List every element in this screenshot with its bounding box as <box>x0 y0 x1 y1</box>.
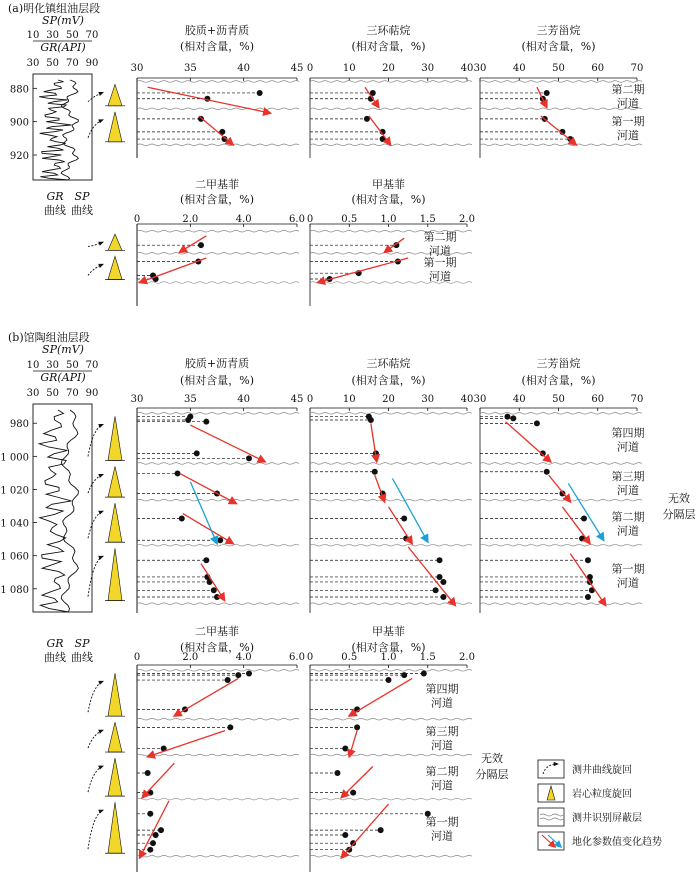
gr-curve-label: GR <box>46 190 64 203</box>
x-tick-label: 0 <box>306 394 314 405</box>
core-grain-cycle-icon <box>547 786 555 800</box>
trend-arrow-red <box>349 731 357 757</box>
depth-tick-label: 920 <box>9 151 29 162</box>
series-title: 二甲基菲 <box>195 178 239 191</box>
x-tick-label: 0 <box>306 214 314 225</box>
x-tick-label: 20 <box>382 63 395 74</box>
core-grain-cycle-icon <box>108 722 122 752</box>
data-point <box>257 90 263 96</box>
well-curve-cycle-icon <box>88 120 103 138</box>
series-subtitle: (相对含量，%) <box>521 40 596 53</box>
data-point <box>214 594 220 600</box>
data-point <box>246 671 252 677</box>
trend-arrow-red <box>341 767 372 798</box>
series-title: 三环萜烷 <box>366 24 411 37</box>
data-point <box>175 470 181 476</box>
data-point <box>153 832 159 838</box>
x-tick-label: 1.0 <box>380 214 397 225</box>
barrier-line <box>480 413 642 415</box>
barrier-line <box>310 144 472 146</box>
series-subtitle: (相对含量，%) <box>521 374 596 387</box>
series-subtitle: (相对含量，%) <box>179 641 255 654</box>
channel-label: 第三期 <box>425 725 459 739</box>
data-point <box>211 587 217 593</box>
x-tick-label: 6.0 <box>289 652 305 663</box>
gr-curve <box>39 410 71 612</box>
panel-title: (a)明化镇组油层段 <box>8 2 101 15</box>
trend-arrow-red <box>408 547 455 605</box>
barrier-label-2: 分隔层 <box>662 508 696 521</box>
trend-arrow-red <box>549 475 571 502</box>
series-subtitle: (相对含量，%) <box>351 641 426 654</box>
channel-label-2: 河道 <box>617 576 639 590</box>
x-tick-label: 35 <box>183 63 197 74</box>
channel-label-2: 河道 <box>617 524 639 538</box>
trend-arrow-red <box>506 422 551 462</box>
depth-tick-label: 1 020 <box>0 485 29 497</box>
well-curve-cycle-icon <box>88 556 103 596</box>
x-tick-label: 0 <box>306 63 314 74</box>
x-tick-label: 45 <box>290 63 304 74</box>
trend-arrow-red <box>375 475 385 502</box>
trend-arrow-red <box>183 514 233 544</box>
gr-tick-label: 90 <box>85 58 99 69</box>
depth-tick-label: 1 040 <box>0 518 29 530</box>
data-point <box>198 242 204 248</box>
trend-arrow-red <box>349 678 412 716</box>
trend-arrow-blue <box>392 478 427 541</box>
well-curve-cycle-icon <box>88 681 103 712</box>
barrier-line <box>137 463 299 465</box>
gr-tick-label: 70 <box>65 58 79 69</box>
channel-label: 第一期 <box>611 562 645 576</box>
well-curve-cycle-icon <box>88 766 103 792</box>
gr-curve <box>39 80 71 180</box>
barrier-label-lower: 无效 <box>481 752 503 765</box>
barrier-line <box>480 499 642 501</box>
x-tick-label: 1.5 <box>419 214 436 225</box>
x-tick-label: 2.0 <box>182 214 199 225</box>
x-tick-label: 10 <box>342 394 356 405</box>
barrier-line <box>137 603 299 605</box>
data-point <box>158 827 164 833</box>
x-tick-label: 2.0 <box>459 214 475 225</box>
sp-tick-label: 70 <box>85 360 99 371</box>
x-tick-label: 50 <box>552 394 565 405</box>
data-point <box>334 770 340 776</box>
series-subtitle: (相对含量，%) <box>351 374 426 387</box>
x-tick-label: 40 <box>460 394 474 405</box>
series-title: 胶质+沥青质 <box>184 357 250 370</box>
barrier-line <box>310 463 472 465</box>
trend-arrows-icon <box>542 835 561 847</box>
gr-tick-label: 30 <box>26 388 40 399</box>
channel-label-2: 河道 <box>431 829 453 843</box>
data-point <box>368 417 374 423</box>
series-title: 二甲基菲 <box>195 625 239 638</box>
depth-tick-label: 880 <box>9 84 29 96</box>
gr-curve-label: GR <box>46 637 64 650</box>
barrier-line <box>480 144 642 146</box>
data-point <box>437 557 443 563</box>
depth-tick-label: 1 000 <box>0 452 29 464</box>
data-point <box>544 90 550 96</box>
barrier-line <box>137 81 299 83</box>
barrier-line <box>310 108 472 110</box>
barrier-line <box>310 718 472 720</box>
series-title: 三环萜烷 <box>366 357 411 370</box>
data-point <box>342 746 348 752</box>
trend-arrow-red <box>180 473 237 503</box>
core-grain-cycle-icon <box>108 548 122 600</box>
barrier-line <box>137 754 299 756</box>
channel-label: 第二期 <box>425 765 459 779</box>
well-curve-cycle-icon <box>88 474 103 493</box>
barrier-line <box>480 603 642 605</box>
sp-tick-label: 30 <box>46 30 60 41</box>
data-point <box>354 724 360 730</box>
data-point <box>401 672 407 678</box>
x-tick-label: 2.0 <box>459 652 475 663</box>
data-point <box>378 827 384 833</box>
data-point <box>350 790 356 796</box>
data-point <box>372 469 378 475</box>
gr-tick-label: 50 <box>46 58 60 69</box>
data-point <box>194 450 200 456</box>
x-tick-label: 70 <box>630 394 644 405</box>
barrier-line <box>310 544 472 546</box>
legend-label-3: 测井识别屏蔽层 <box>572 813 642 824</box>
sp-curve-label: SP <box>74 637 90 650</box>
trend-arrow-red <box>199 116 233 145</box>
data-point <box>203 557 209 563</box>
core-grain-cycle-icon <box>108 673 122 716</box>
barrier-line <box>137 253 299 255</box>
legend-label-1: 测井曲线旋回 <box>572 765 632 776</box>
depth-tick-label: 1 080 <box>0 584 29 596</box>
barrier-line <box>310 855 472 857</box>
barrier-label-lower-2: 分隔层 <box>475 768 509 781</box>
data-point <box>203 419 209 425</box>
gr-tick-label: 70 <box>65 388 79 399</box>
legend-label-2: 岩心粒度旋回 <box>572 789 632 800</box>
legend-box-1 <box>538 760 564 778</box>
barrier-line <box>310 603 472 605</box>
trend-arrow-blue <box>568 483 603 540</box>
barrier-line <box>480 544 642 546</box>
data-point <box>179 516 185 522</box>
sp-tick-label: 10 <box>26 30 40 41</box>
gr-curve-label-2: 曲线 <box>44 204 66 217</box>
barrier-line <box>137 718 299 720</box>
data-point <box>534 420 540 426</box>
trend-arrow-red <box>369 116 391 145</box>
barrier-line <box>137 144 299 146</box>
series-subtitle: (相对含量，%) <box>351 40 426 53</box>
sp-tick-label: 10 <box>26 360 40 371</box>
data-point <box>510 415 516 421</box>
gr-axis-label: GR(API) <box>40 371 86 384</box>
barrier-line <box>137 855 299 857</box>
x-tick-label: 70 <box>630 63 644 74</box>
data-point <box>246 455 252 461</box>
depth-tick-label: 980 <box>9 419 29 431</box>
x-tick-label: 40 <box>460 63 474 74</box>
x-tick-label: 50 <box>552 63 565 74</box>
log-track-frame <box>33 74 92 180</box>
legend <box>538 760 662 850</box>
x-tick-label: 20 <box>382 394 395 405</box>
legend-box-3 <box>538 808 564 826</box>
x-tick-label: 30 <box>130 394 144 405</box>
channel-label-2: 河道 <box>617 440 639 454</box>
channel-label-2: 河道 <box>429 269 451 283</box>
gr-tick-label: 90 <box>85 388 99 399</box>
trend-arrow-red <box>190 425 265 462</box>
sp-curve <box>61 80 78 180</box>
data-point <box>185 417 191 423</box>
legend-box-4 <box>538 832 564 850</box>
x-tick-label: 60 <box>591 394 605 405</box>
sp-tick-label: 30 <box>46 360 60 371</box>
well-curve-cycle-icon <box>88 730 103 748</box>
sp-curve-label-2: 曲线 <box>71 204 93 217</box>
barrier-line <box>137 108 299 110</box>
barrier-line <box>480 81 642 83</box>
barrier-line <box>310 798 472 800</box>
barrier-line <box>137 669 299 671</box>
gr-tick-label: 30 <box>26 58 40 69</box>
data-point <box>421 671 427 677</box>
x-tick-label: 30 <box>130 63 144 74</box>
channel-label: 第三期 <box>611 469 645 483</box>
well-curve-cycle-icon <box>88 511 103 538</box>
data-point <box>342 832 348 838</box>
core-grain-cycle-icon <box>108 416 122 460</box>
barrier-line <box>137 230 299 232</box>
barrier-line <box>137 798 299 800</box>
core-grain-cycle-icon <box>108 84 122 105</box>
sp-tick-label: 50 <box>65 360 79 371</box>
x-tick-label: 35 <box>183 394 197 405</box>
log-barrier-icon <box>540 814 563 820</box>
well-curve-cycle-icon <box>88 264 103 275</box>
series-subtitle: (相对含量，%) <box>351 193 426 206</box>
x-tick-label: 4.0 <box>235 214 252 225</box>
gr-axis-label: GR(API) <box>40 41 86 54</box>
core-grain-cycle-icon <box>108 234 122 250</box>
x-tick-label: 30 <box>473 63 487 74</box>
channel-label-2: 河道 <box>617 483 639 497</box>
depth-tick-label: 1 060 <box>0 551 29 563</box>
series-subtitle: (相对含量，%) <box>179 374 255 387</box>
trend-arrow-red <box>371 423 377 461</box>
core-grain-cycle-icon <box>108 802 122 853</box>
barrier-line <box>310 754 472 756</box>
series-title: 胶质+沥青质 <box>184 24 250 37</box>
x-tick-label: 30 <box>421 394 435 405</box>
trend-arrow-red <box>142 763 174 797</box>
gr-curve-label-2: 曲线 <box>44 651 66 664</box>
data-point <box>147 811 153 817</box>
data-point <box>386 677 392 683</box>
sp-tick-label: 50 <box>65 30 79 41</box>
barrier-line <box>310 499 472 501</box>
data-point <box>235 672 241 678</box>
channel-label-2: 河道 <box>617 97 639 111</box>
barrier-line <box>137 282 299 284</box>
sp-axis-label: SP(mV) <box>42 343 84 356</box>
data-point <box>440 594 446 600</box>
legend-label-4: 地化参数值变化趋势 <box>572 837 662 848</box>
data-point <box>433 587 439 593</box>
barrier-line <box>137 499 299 501</box>
x-tick-label: 40 <box>512 394 526 405</box>
core-grain-cycle-icon <box>108 758 122 796</box>
barrier-line <box>310 413 472 415</box>
well-curve-cycle-icon <box>88 242 103 246</box>
barrier-line <box>310 669 472 671</box>
data-point <box>440 579 446 585</box>
x-tick-label: 1.5 <box>419 652 436 663</box>
channel-label-2: 河道 <box>431 739 453 753</box>
trend-arrow-red <box>389 507 413 544</box>
data-point <box>225 677 231 683</box>
data-point <box>150 840 156 846</box>
well-curve-cycle-icon <box>88 92 103 101</box>
x-tick-label: 30 <box>421 63 435 74</box>
sp-curve-label: SP <box>74 190 90 203</box>
data-point <box>227 724 233 730</box>
x-tick-label: 2.0 <box>182 652 199 663</box>
x-tick-label: 0 <box>306 652 314 663</box>
channel-label: 第二期 <box>611 510 645 524</box>
barrier-line <box>137 544 299 546</box>
trend-arrow-red <box>541 116 576 145</box>
x-tick-label: 10 <box>342 63 356 74</box>
channel-label: 第一期 <box>423 255 457 269</box>
channel-label: 第四期 <box>611 426 645 440</box>
data-point <box>544 469 550 475</box>
x-tick-label: 0.5 <box>341 652 358 663</box>
x-tick-label: 60 <box>591 63 605 74</box>
channel-label-2: 河道 <box>617 128 639 142</box>
sp-tick-label: 70 <box>85 30 99 41</box>
x-tick-label: 4.0 <box>235 652 252 663</box>
trend-arrow-red <box>148 87 271 113</box>
data-point <box>437 574 443 580</box>
channel-label: 第四期 <box>425 682 459 696</box>
sp-axis-label: SP(mV) <box>42 14 84 27</box>
x-tick-label: 0 <box>133 652 141 663</box>
trend-arrow-red <box>174 678 238 716</box>
data-point <box>585 557 591 563</box>
trend-arrow-red <box>148 731 225 757</box>
well-curve-cycle-icon <box>543 764 558 774</box>
channel-label: 第一期 <box>611 114 645 128</box>
x-tick-label: 6.0 <box>289 214 305 225</box>
data-point <box>217 537 223 543</box>
well-curve-cycle-icon <box>88 810 103 849</box>
x-tick-label: 45 <box>290 394 304 405</box>
channel-label: 第二期 <box>611 83 645 97</box>
x-tick-label: 40 <box>512 63 526 74</box>
channel-label-2: 河道 <box>431 696 453 710</box>
core-grain-cycle-icon <box>108 466 122 497</box>
panel-a <box>8 1 645 306</box>
barrier-line <box>480 463 642 465</box>
data-point <box>401 516 407 522</box>
x-tick-label: 40 <box>237 63 251 74</box>
sp-curve-label-2: 曲线 <box>71 651 93 664</box>
data-point <box>145 770 151 776</box>
depth-tick-label: 900 <box>9 117 29 129</box>
log-track-frame <box>33 404 92 612</box>
x-tick-label: 1.0 <box>380 652 397 663</box>
channel-label-2: 河道 <box>431 779 453 793</box>
panel-title: (b)馆陶组油层段 <box>8 331 90 344</box>
channel-label-2: 河道 <box>429 244 451 258</box>
series-title: 三芳甾烷 <box>536 24 581 37</box>
series-subtitle: (相对含量，%) <box>179 40 255 53</box>
core-grain-cycle-icon <box>108 503 122 542</box>
x-tick-label: 0.5 <box>341 214 358 225</box>
gr-tick-label: 50 <box>46 388 60 399</box>
data-point <box>581 516 587 522</box>
core-grain-cycle-icon <box>108 256 122 279</box>
data-point <box>504 414 510 420</box>
x-tick-label: 0 <box>133 214 141 225</box>
series-title: 三芳甾烷 <box>536 357 581 370</box>
series-subtitle: (相对含量，%) <box>179 193 255 206</box>
channel-label: 第一期 <box>425 815 459 829</box>
channel-label: 第二期 <box>423 230 457 244</box>
barrier-line <box>137 413 299 415</box>
series-title: 甲基菲 <box>372 178 405 191</box>
x-tick-label: 30 <box>473 394 487 405</box>
series-title: 甲基菲 <box>372 625 405 638</box>
x-tick-label: 40 <box>237 394 251 405</box>
barrier-label: 无效 <box>668 492 690 505</box>
barrier-line <box>310 81 472 83</box>
data-point <box>147 847 153 853</box>
well-curve-cycle-icon <box>88 424 103 456</box>
data-point <box>585 594 591 600</box>
core-grain-cycle-icon <box>108 112 122 142</box>
trend-arrow-red <box>140 801 169 858</box>
